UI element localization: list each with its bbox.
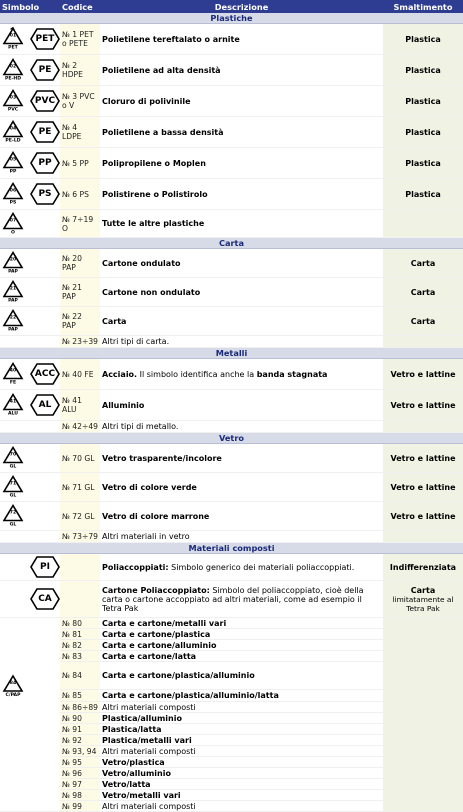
- code-cell: № 40 FE: [60, 359, 100, 390]
- table-row: [0, 148, 463, 179]
- description-cell: Cartone ondulato: [100, 249, 383, 278]
- table-row: [0, 210, 463, 238]
- table-row: [0, 359, 463, 390]
- description-cell: Acciaio. Il simbolo identifica anche la banda stagnata: [100, 359, 383, 390]
- code-cell: № 97: [60, 779, 100, 790]
- code-cell: № 85: [60, 690, 100, 702]
- table-row: [0, 421, 463, 433]
- table-row: [0, 618, 463, 629]
- disposal-cell: Vetro e lattine: [383, 502, 463, 531]
- table-row: [0, 390, 463, 421]
- pe-hexagon-icon: PE: [30, 121, 60, 143]
- disposal-cell: Carta: [383, 278, 463, 307]
- description-cell: Altri tipi di metallo.: [100, 421, 383, 433]
- ca-hexagon-icon: CA: [30, 588, 60, 610]
- description-cell: Plastica/alluminio: [100, 713, 383, 724]
- table-row: [0, 444, 463, 473]
- recycling-triangle-icon: 84 C/PAP: [2, 674, 24, 699]
- disposal-cell: Plastica: [383, 86, 463, 117]
- section-plastiche: Plastiche: [0, 13, 463, 24]
- recycling-triangle-icon: 01 PET: [2, 27, 24, 52]
- code-cell: № 7÷19 O: [60, 210, 100, 238]
- description-cell: Carta e cartone/latta: [100, 651, 383, 662]
- disposal-cell: Carta limitatamente al Tetra Pak: [383, 581, 463, 618]
- description-cell: Plastica/latta: [100, 724, 383, 735]
- description-cell: Carta e cartone/plastica/alluminio/latta: [100, 690, 383, 702]
- description-cell: Alluminio: [100, 390, 383, 421]
- code-cell: № 20 PAP: [60, 249, 100, 278]
- table-row: [0, 502, 463, 531]
- section-metalli: Metalli: [0, 348, 463, 359]
- recycling-triangle-icon: 22 PAP: [2, 309, 24, 334]
- code-cell: № 84: [60, 662, 100, 690]
- code-cell: № 3 PVC o V: [60, 86, 100, 117]
- table-row: [0, 86, 463, 117]
- code-cell: № 96: [60, 768, 100, 779]
- description-cell: Carta e cartone/plastica: [100, 629, 383, 640]
- code-cell: № 73÷79: [62, 532, 98, 541]
- section-vetro: Vetro: [0, 433, 463, 444]
- code-cell: № 98: [60, 790, 100, 801]
- al-hexagon-icon: AL: [30, 394, 60, 416]
- table-row: [0, 531, 463, 543]
- code-cell: № 1 PET o PETE: [60, 24, 100, 55]
- description-cell: Altri materiali composti: [100, 702, 383, 713]
- header-simbolo: Simbolo: [0, 0, 60, 13]
- pet-hexagon-icon: PET: [30, 28, 60, 50]
- description-cell: Vetro/alluminio: [100, 768, 383, 779]
- header-row: [0, 0, 463, 13]
- disposal-cell: Vetro e lattine: [383, 473, 463, 502]
- description-cell: Vetro/latta: [100, 779, 383, 790]
- recycling-triangle-icon: 05 PP: [2, 151, 24, 176]
- description-cell: Polipropilene o Moplen: [100, 148, 383, 179]
- ps-hexagon-icon: PS: [30, 183, 60, 205]
- disposal-cell: Vetro e lattine: [383, 444, 463, 473]
- code-cell: № 99: [60, 801, 100, 812]
- table-row: [0, 24, 463, 55]
- code-cell: № 2 HDPE: [60, 55, 100, 86]
- header-smaltimento: Smaltimento: [383, 0, 463, 13]
- code-cell: № 21 PAP: [60, 278, 100, 307]
- description-cell: Carta: [100, 307, 383, 336]
- description-cell: Carta e cartone/metalli vari: [100, 618, 383, 629]
- table-row: [0, 581, 463, 618]
- code-cell: № 23÷39: [62, 337, 98, 346]
- description-cell: Poliaccoppiati: Simbolo generico dei materiali poliaccoppiati.: [100, 554, 383, 581]
- disposal-cell: Plastica: [383, 24, 463, 55]
- recycling-triangle-icon: 71 GL: [2, 475, 24, 500]
- code-cell: № 90: [60, 713, 100, 724]
- table-row: [0, 117, 463, 148]
- description-cell: Cartone non ondulato: [100, 278, 383, 307]
- disposal-cell: [383, 210, 463, 238]
- code-cell: № 83: [60, 651, 100, 662]
- disposal-cell: Indifferenziata: [383, 554, 463, 581]
- disposal-cell: Vetro e lattine: [383, 359, 463, 390]
- code-cell: № 72 GL: [60, 502, 100, 531]
- description-cell: Polietilene a bassa densità: [100, 117, 383, 148]
- recycling-triangle-icon: 07 O: [2, 211, 24, 236]
- description-cell: Carta e cartone/alluminio: [100, 640, 383, 651]
- recycling-triangle-icon: 03 PVC: [2, 89, 24, 114]
- description-cell: Plastica/metalli vari: [100, 735, 383, 746]
- code-cell: № 92: [60, 735, 100, 746]
- code-cell: № 91: [60, 724, 100, 735]
- code-cell: № 4 LDPE: [60, 117, 100, 148]
- description-cell: Carta e cartone/plastica/alluminio: [100, 662, 383, 690]
- table-row: [0, 336, 463, 348]
- description-cell: Polistirene o Polistirolo: [100, 179, 383, 210]
- recycling-triangle-icon: 40 FE: [2, 362, 24, 387]
- disposal-cell: Carta: [383, 307, 463, 336]
- description-cell: Cloruro di polivinile: [100, 86, 383, 117]
- code-cell: № 70 GL: [60, 444, 100, 473]
- code-cell: № 93, 94: [60, 746, 100, 757]
- pvc-hexagon-icon: PVC: [30, 90, 60, 112]
- description-cell: Polietilene tereftalato o arnite: [100, 24, 383, 55]
- table-row: [0, 307, 463, 336]
- table-row: [0, 473, 463, 502]
- disposal-cell: Carta: [383, 249, 463, 278]
- recycling-triangle-icon: 72 GL: [2, 504, 24, 529]
- pp-hexagon-icon: PP: [30, 152, 60, 174]
- description-cell: Altri materiali composti: [100, 746, 383, 757]
- description-cell: Altri tipi di carta.: [100, 336, 383, 348]
- section-materiali-composti: Materiali composti: [0, 543, 463, 554]
- description-cell: Altri materiali in vetro: [100, 531, 383, 543]
- code-cell: № 81: [60, 629, 100, 640]
- table-row: [0, 554, 463, 581]
- table-row: [0, 249, 463, 278]
- disposal-cell: Plastica: [383, 55, 463, 86]
- table-row: [0, 278, 463, 307]
- code-cell: № 80: [60, 618, 100, 629]
- recycling-triangle-icon: 06 PS: [2, 182, 24, 207]
- description-cell: Vetro/plastica: [100, 757, 383, 768]
- recycling-triangle-icon: 20 PAP: [2, 251, 24, 276]
- code-cell: № 5 PP: [60, 148, 100, 179]
- code-cell: № 6 PS: [60, 179, 100, 210]
- header-descrizione: Descrizione: [100, 0, 383, 13]
- pi-hexagon-icon: PI: [30, 556, 60, 578]
- description-cell: Vetro trasparente/incolore: [100, 444, 383, 473]
- code-cell: № 95: [60, 757, 100, 768]
- code-cell: № 82: [60, 640, 100, 651]
- acc-hexagon-icon: ACC: [30, 363, 60, 385]
- table-row: [0, 179, 463, 210]
- description-cell: Polietilene ad alta densità: [100, 55, 383, 86]
- disposal-cell: Plastica: [383, 148, 463, 179]
- recycling-triangle-icon: 04 PE-LD: [2, 120, 24, 145]
- recycling-triangle-icon: 41 ALU: [2, 393, 24, 418]
- code-cell: № 71 GL: [60, 473, 100, 502]
- section-carta: Carta: [0, 238, 463, 249]
- code-cell: № 42÷49: [62, 422, 98, 431]
- pe-hexagon-icon: PE: [30, 59, 60, 81]
- disposal-cell: Plastica: [383, 179, 463, 210]
- disposal-cell: Plastica: [383, 117, 463, 148]
- description-cell: Altri materiali composti: [100, 801, 383, 812]
- code-cell: № 22 PAP: [60, 307, 100, 336]
- code-cell: № 86÷89: [62, 702, 98, 712]
- description-cell: Vetro/metalli vari: [100, 790, 383, 801]
- description-cell: Vetro di colore marrone: [100, 502, 383, 531]
- disposal-cell: Vetro e lattine: [383, 390, 463, 421]
- description-cell: Vetro di colore verde: [100, 473, 383, 502]
- table-row: [0, 55, 463, 86]
- description-cell: Cartone Poliaccoppiato: Simbolo del poliaccoppiato, cioè della carta o cartone accoppiato ad altri materiali, come ad esempio il Tetra Pak: [100, 581, 383, 618]
- recycling-triangle-icon: 21 PAP: [2, 280, 24, 305]
- code-cell: № 41 ALU: [60, 390, 100, 421]
- header-codice: Codice: [60, 0, 100, 13]
- recycling-triangle-icon: 02 PE-HD: [2, 58, 24, 83]
- description-cell: Tutte le altre plastiche: [100, 210, 383, 238]
- recycling-triangle-icon: 70 GL: [2, 446, 24, 471]
